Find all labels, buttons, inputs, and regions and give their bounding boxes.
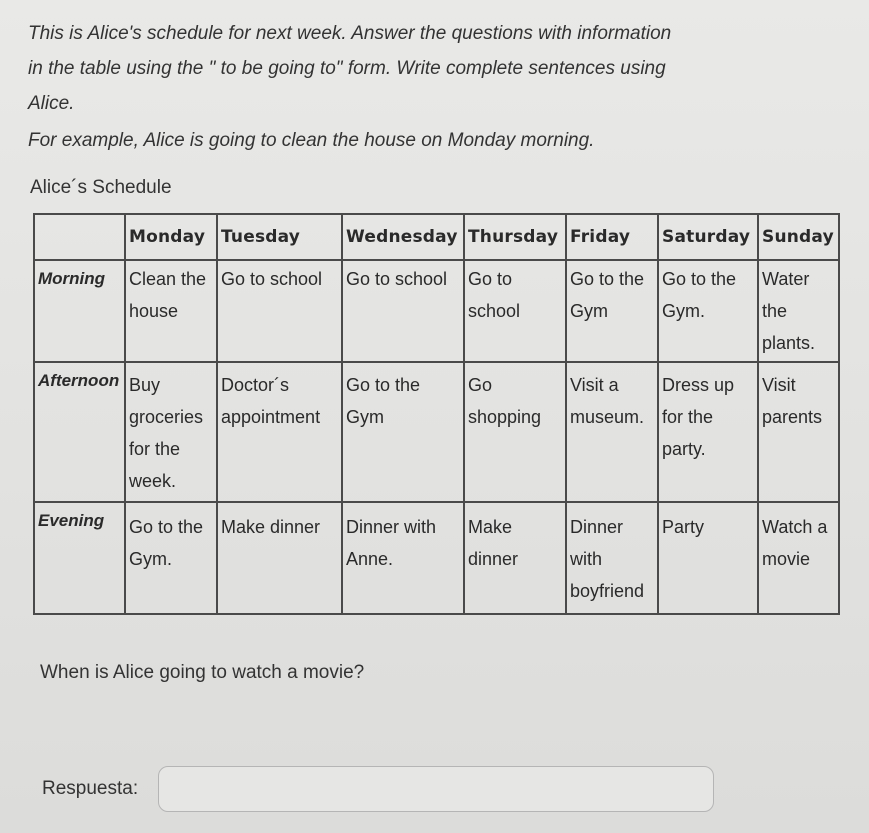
schedule-cell-wednesday-morning: Go to school — [342, 260, 464, 362]
table-row — [34, 260, 839, 362]
day-header-monday: Monday — [125, 214, 217, 260]
schedule-cell-thursday-morning: Go to school — [464, 260, 566, 362]
schedule-cell-tuesday-evening: Make dinner — [217, 502, 342, 614]
schedule-cell-friday-afternoon: Visit a museum. — [566, 362, 658, 502]
instructions-line-2: in the table using the " to be going to" form. Write complete sentences using — [28, 58, 666, 79]
schedule-cell-wednesday-afternoon: Go to the Gym — [342, 362, 464, 502]
period-label-morning: Morning — [34, 260, 125, 362]
schedule-table — [33, 213, 840, 615]
schedule-title: Alice´s Schedule — [30, 177, 172, 198]
question-text: When is Alice going to watch a movie? — [40, 662, 365, 683]
schedule-header-corner — [34, 214, 125, 260]
schedule-cell-saturday-morning: Go to the Gym. — [658, 260, 758, 362]
day-header-wednesday: Wednesday — [342, 214, 464, 260]
answer-label: Respuesta: — [42, 778, 139, 799]
example-sentence: For example, Alice is going to clean the house on Monday morning. — [28, 130, 595, 151]
period-label-afternoon: Afternoon — [34, 362, 125, 502]
period-label-evening: Evening — [34, 502, 125, 614]
schedule-cell-monday-morning: Clean the house — [125, 260, 217, 362]
day-header-thursday: Thursday — [464, 214, 566, 260]
schedule-cell-monday-evening: Go to the Gym. — [125, 502, 217, 614]
day-header-saturday: Saturday — [658, 214, 758, 260]
answer-input[interactable] — [158, 766, 714, 812]
table-row — [34, 362, 839, 502]
schedule-cell-tuesday-morning: Go to school — [217, 260, 342, 362]
schedule-cell-friday-evening: Dinner with boyfriend — [566, 502, 658, 614]
schedule-cell-saturday-evening: Party — [658, 502, 758, 614]
schedule-cell-friday-morning: Go to the Gym — [566, 260, 658, 362]
schedule-cell-sunday-morning: Water the plants. — [758, 260, 839, 362]
schedule-header-row — [34, 214, 839, 260]
schedule-cell-thursday-afternoon: Go shopping — [464, 362, 566, 502]
schedule-cell-monday-afternoon: Buy groceries for the week. — [125, 362, 217, 502]
table-row — [34, 502, 839, 614]
day-header-tuesday: Tuesday — [217, 214, 342, 260]
instructions-line-3: Alice. — [28, 93, 75, 114]
instructions-line-1: This is Alice's schedule for next week. Answer the questions with information — [28, 23, 672, 44]
day-header-friday: Friday — [566, 214, 658, 260]
instructions — [28, 16, 828, 121]
schedule-cell-tuesday-afternoon: Doctor´s appointment — [217, 362, 342, 502]
day-header-sunday: Sunday — [758, 214, 839, 260]
schedule-cell-saturday-afternoon: Dress up for the party. — [658, 362, 758, 502]
schedule-cell-wednesday-evening: Dinner with Anne. — [342, 502, 464, 614]
schedule-cell-thursday-evening: Make dinner — [464, 502, 566, 614]
schedule-cell-sunday-evening: Watch a movie — [758, 502, 839, 614]
schedule-cell-sunday-afternoon: Visit parents — [758, 362, 839, 502]
